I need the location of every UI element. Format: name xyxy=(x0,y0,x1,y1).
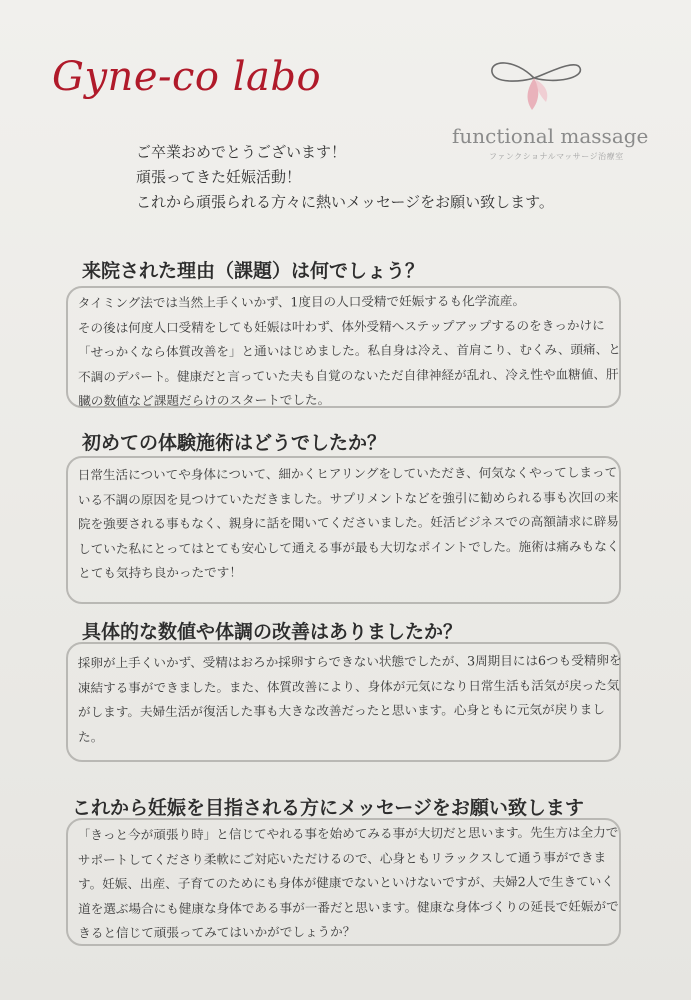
question-first-treatment: 初めての体験施術はどうでしたか？ xyxy=(82,432,387,454)
intro-line: これから頑張られる方々に熱いメッセージをお願い致します。 xyxy=(136,193,554,211)
intro-message xyxy=(136,140,554,215)
intro-line: ご卒業おめでとうございます！ xyxy=(136,143,347,161)
question-reason: 来院された理由（課題）は何でしょう？ xyxy=(82,260,425,282)
ribbon-logo-icon xyxy=(484,54,584,122)
question-improvements: 具体的な数値や体調の改善はありましたか？ xyxy=(82,621,463,643)
brand-logo: Gyne-co labo xyxy=(52,54,322,100)
answer-improvements: 採卵が上手くいかず、受精はおろか採卵すらできない状態でしたが、3周期目には6つも受精卵を凍結する事ができました。また、体質改善により、身体が元気になり日常生活も活気が戻った気がします。夫婦生活が復活した事も大きな改善だったと思います。心身ともに元気が戻りました。 xyxy=(77,652,622,744)
answer-message: 「きっと今が頑張り時」と信じてやれる事を始めてみる事が大切だと思います。先生方は全力でサポートしてくださり柔軟にご対応いただけるので、心身ともリラックスして通う事ができます。妊娠、出産、子育てのためにも身体が健康でないといけないですが、夫婦2人で生きていく道を選ぶ場合にも健康な身体である事が一番だと思います。健康な身体づくりの延長で妊娠ができると信じて頑張ってみてはいかがでしょうか？ xyxy=(77,824,619,941)
answer-reason: タイミング法では当然上手くいかず、1度目の人口受精で妊娠するも化学流産。 その後は何度人口受精をしても妊娠は叶わず、体外受精へステップアップするのをきっかけに「せっかくなら体質改善を」と通いはじめました。私自身は冷え、首肩こり、むくみ、頭痛、と不調のデパート。健康だと言っていた夫も自覚のないただ自律神経が乱れ、冷え性や血糖値、肝臓の数値など課題だらけのスタートでした。 xyxy=(77,293,621,409)
answer-first-treatment: 日常生活についてや身体について、細かくヒアリングをしていただき、何気なくやってしまっている不調の原因を見つけていただきました。サプリメントなどを強引に勧められる事も次回の来院を強要される事もなく、親身に話を聞いてくださいました。妊活ビジネスでの高額請求に辟易していた私にとってはとても安心して通える事が最も大切なポイントでした。施術は痛みもなくとても気持ち良かったです！ xyxy=(77,464,620,581)
intro-line: 頑張ってきた妊娠活動！ xyxy=(136,168,302,186)
logo-wordmark: functional massage xyxy=(452,124,649,148)
logo-subtitle: ファンクショナルマッサージ治療室 xyxy=(489,152,624,161)
question-message: これから妊娠を目指される方にメッセージをお願い致します xyxy=(72,797,584,819)
